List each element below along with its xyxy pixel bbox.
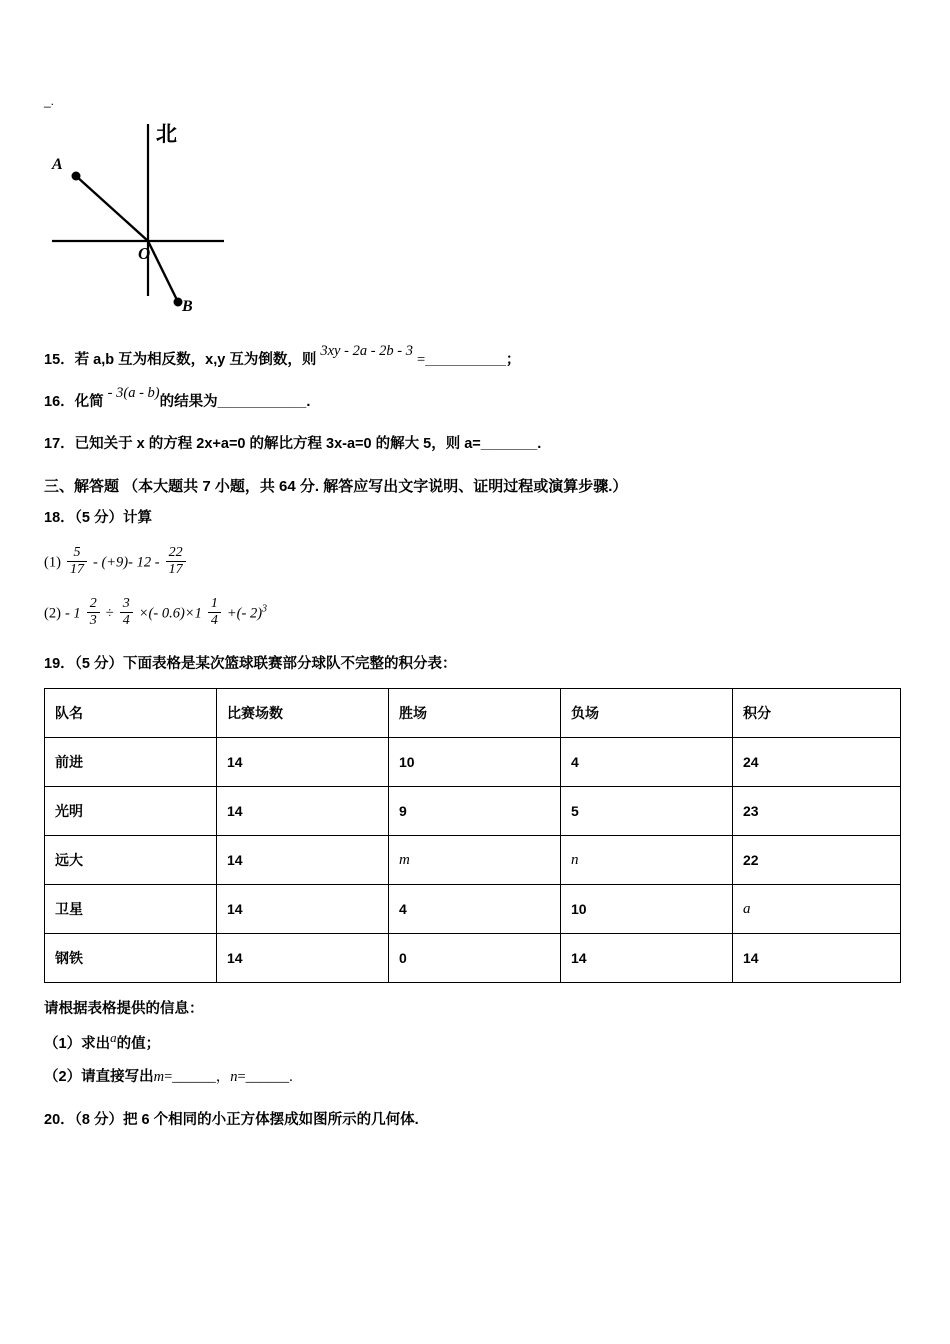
table-header-row: [45, 689, 901, 738]
table-row: [45, 885, 901, 934]
q18-item-1: [44, 546, 900, 579]
table-cell: 22: [733, 836, 901, 885]
table-cell: 10: [389, 738, 561, 787]
q15-text: 若 a,b 互为相反数，x,y 互为倒数，则: [74, 352, 317, 368]
section-3-heading: 三、解答题 （本大题共 7 小题，共 64 分. 解答应写出文字说明、证明过程或演算步骤.）: [44, 478, 628, 496]
table-cell: 14: [217, 934, 389, 983]
table-cell: 前进: [45, 738, 217, 787]
table-header-cell: 比赛场数: [217, 689, 389, 738]
q19-score: （5 分）: [74, 656, 123, 673]
q18-fraction-3: [120, 596, 133, 629]
table-cell: 9: [389, 787, 561, 836]
table-row: [45, 836, 901, 885]
table-header-cell: 积分: [733, 689, 901, 738]
question-17: [44, 434, 900, 456]
q15-expression: 3xy - 2a - 2b - 3: [320, 343, 413, 359]
q18-m2-numerator: 1: [210, 596, 218, 612]
score-table: [44, 688, 901, 983]
q19-text: 下面表格是某次篮球联赛部分球队不完整的积分表：: [122, 656, 457, 673]
q19-sub2-eq2: =______.: [237, 1068, 293, 1085]
q18-text: 计算: [122, 510, 152, 527]
table-row: [45, 738, 901, 787]
q19-sub1-pre: （1）求出: [44, 1035, 111, 1052]
table-cell: 24: [733, 738, 901, 787]
q18-plus-part: +(- 2): [226, 605, 263, 622]
point-b-label: B: [182, 298, 193, 315]
table-prompt: 请根据表格提供的信息：: [44, 1001, 204, 1018]
table-cell: 14: [561, 934, 733, 983]
q19-sub2-n: n: [230, 1068, 238, 1085]
q17-number: 17．: [44, 435, 75, 452]
q16-expression-lead: - 3: [107, 384, 124, 401]
q19-sub1-var: a: [110, 1030, 117, 1046]
q18-m2-denominator: 4: [208, 612, 221, 629]
q18-item1-mid: - (+9)- 12 -: [92, 554, 160, 571]
q20-score: （8 分）: [74, 1111, 123, 1128]
q18-fraction-2: [166, 545, 186, 578]
q19-sub-1: [44, 1030, 900, 1053]
table-cell: 钢铁: [45, 934, 217, 983]
point-a-label: A: [52, 156, 63, 173]
question-18: [44, 508, 900, 530]
q15-blank: __________: [425, 352, 506, 368]
origin-label: O: [138, 244, 151, 263]
q18-m1-numerator: 2: [89, 596, 97, 612]
q18-item2-lead: - 1: [64, 605, 81, 622]
question-19: [44, 654, 900, 676]
question-16: [44, 384, 900, 414]
page-content: [44, 96, 900, 1132]
q19-sub2-m: m: [153, 1068, 165, 1085]
q19-sub2-pre: （2）请直接写出: [44, 1068, 154, 1085]
q18-frac1-numerator: 5: [73, 545, 81, 560]
question-15: [44, 343, 900, 372]
table-cell: 4: [389, 885, 561, 934]
q16-text: 化简: [74, 393, 104, 410]
table-cell: 0: [389, 934, 561, 983]
q15-equals: =: [417, 352, 426, 368]
q18-f2-numerator: 3: [122, 596, 130, 612]
table-cell: 卫星: [45, 885, 217, 934]
table-cell: 光明: [45, 787, 217, 836]
q18-mixed-fraction-2: [208, 596, 221, 629]
q18-fraction-1: [67, 545, 87, 578]
table-cell: 4: [561, 738, 733, 787]
corner-mark: _.: [44, 94, 55, 108]
table-row: [45, 934, 901, 983]
table-header-cell: 队名: [45, 689, 217, 738]
table-row: [45, 787, 901, 836]
table-cell: m: [389, 836, 561, 885]
table-cell: 5: [561, 787, 733, 836]
q18-mixed-fraction-1: [87, 596, 100, 629]
q20-text: 把 6 个相同的小正方体摆成如图所示的几何体.: [122, 1111, 419, 1128]
q18-item2-label: (2): [44, 605, 61, 622]
table-cell: 14: [217, 885, 389, 934]
q16-expression-paren: (a - b): [123, 384, 160, 401]
north-label: 北: [156, 122, 177, 146]
q16-number: 16．: [44, 393, 75, 410]
q18-times-part: ×(- 0.6)×1: [138, 605, 202, 622]
q18-frac2-denominator: 17: [166, 561, 186, 578]
table-header-cell: 胜场: [389, 689, 561, 738]
table-cell: 14: [733, 934, 901, 983]
compass-figure: [44, 96, 304, 328]
q18-item-2: [44, 597, 900, 630]
q20-number: 20．: [44, 1111, 75, 1128]
table-cell: 14: [217, 738, 389, 787]
table-cell: 23: [733, 787, 901, 836]
table-cell: 14: [217, 787, 389, 836]
q16-text-after: 的结果为___________.: [159, 393, 311, 410]
table-cell: n: [561, 836, 733, 885]
q18-score: （5 分）: [74, 510, 123, 527]
q17-text: 已知关于 x 的方程 2x+a=0 的解比方程 3x-a=0 的解大 5，则 a=_______.: [74, 435, 542, 452]
table-cell: 14: [217, 836, 389, 885]
q15-tail: ；: [505, 352, 521, 368]
q19-sub2-eq1: =______，: [164, 1068, 231, 1085]
q18-divide-sign: ÷: [105, 605, 114, 622]
q15-number: 15．: [44, 352, 75, 368]
q18-item1-label: (1): [44, 554, 61, 571]
table-cell: a: [733, 885, 901, 934]
q18-frac1-denominator: 17: [67, 561, 87, 578]
q18-frac2-numerator: 22: [168, 545, 183, 560]
q19-sub1-post: 的值；: [116, 1035, 161, 1052]
q19-number: 19．: [44, 656, 75, 673]
q19-sub-2: [44, 1065, 900, 1086]
table-cell: 10: [561, 885, 733, 934]
table-cell: 远大: [45, 836, 217, 885]
q18-m1-denominator: 3: [87, 612, 100, 629]
q18-exponent: 3: [262, 603, 268, 615]
table-header-cell: 负场: [561, 689, 733, 738]
q18-number: 18．: [44, 510, 75, 527]
question-20: [44, 1110, 900, 1132]
q18-f2-denominator: 4: [120, 612, 133, 629]
